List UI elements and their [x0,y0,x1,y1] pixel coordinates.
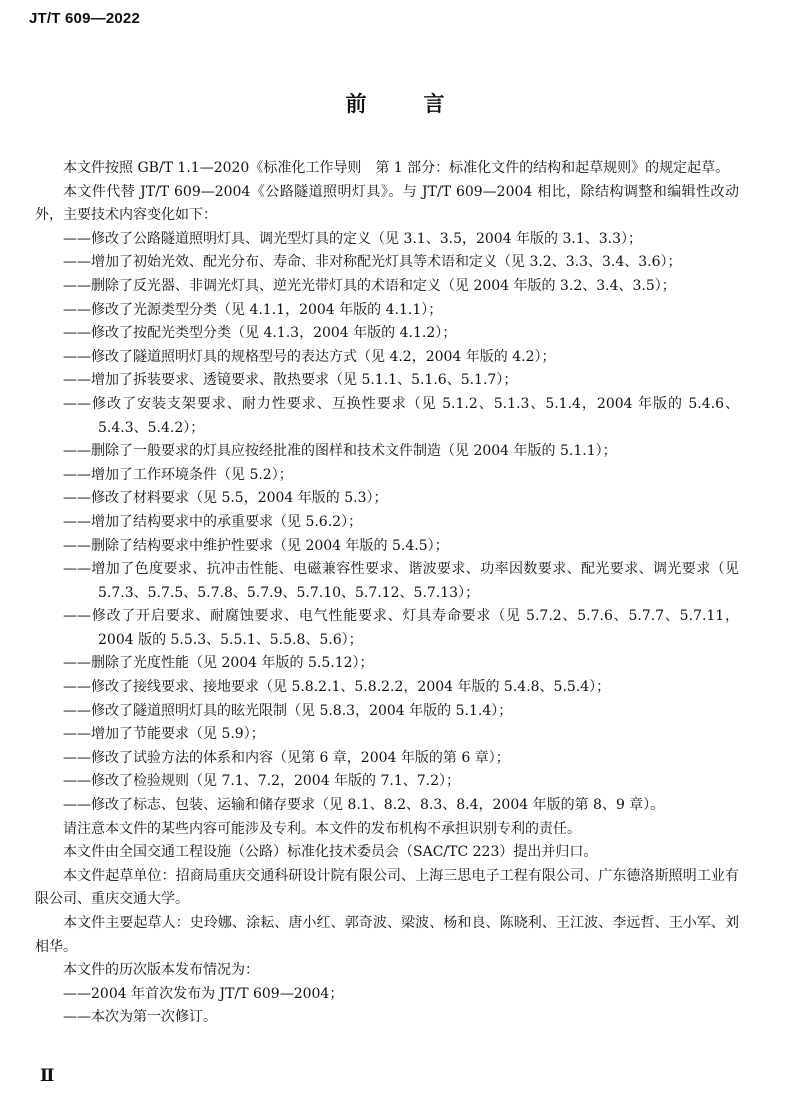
list-item: ——修改了开启要求、耐腐蚀要求、电气性能要求、灯具寿命要求（见 5.7.2、5.7.6、5.7.7、5.7.11，2004 版的 5.5.3、5.5.1、5.5.8、5.6）； [63,608,739,648]
list-item: ——修改了检验规则（见 7.1、7.2，2004 年版的 7.1、7.2）； [63,773,461,790]
list-item: ——修改了接线要求、接地要求（见 5.8.2.1、5.8.2.2，2004 年版的 5.4.8、5.5.4）； [63,679,611,696]
changes-list [35,228,739,818]
list-item: ——修改了按配光类型分类（见 4.1.3，2004 年版的 4.1.2）； [63,325,457,342]
list-item: ——修改了试验方法的体系和内容（见第 6 章，2004 年版的第 6 章）； [63,749,510,766]
paragraph-drafting-units: 本文件起草单位：招商局重庆交通科研设计院有限公司、上海三思电子工程有限公司、广东德洛斯照明工业有限公司、重庆交通大学。 [35,867,739,908]
paragraph-drafting-basis: 本文件按照 GB/T 1.1—2020《标准化工作导则 第 1 部分：标准化文件的结构和起草规则》的规定起草。 [63,160,730,176]
page-number: Ⅱ [40,1066,55,1085]
history-list [35,983,739,1030]
list-item: ——删除了反光器、非调光灯具、逆光光带灯具的术语和定义（见 2004 年版的 3.2、3.4、3.5）； [63,277,676,294]
list-item: ——修改了安装支架要求、耐力性要求、互换性要求（见 5.1.2、5.1.3、5.1.4，2004 年版的 5.4.6、5.4.3、5.4.2）； [63,395,739,436]
page-title: 前 言 [345,92,463,116]
list-item: ——本次为第一次修订。 [63,1009,217,1026]
list-item: ——2004 年首次发布为 JT/T 609—2004； [63,985,344,1002]
list-item: ——修改了隧道照明灯具的规格型号的表达方式（见 4.2，2004 年版的 4.2）； [63,348,556,365]
list-item: ——修改了公路隧道照明灯具、调光型灯具的定义（见 3.1、3.5，2004 年版的 3.1、3.3）； [63,230,643,247]
paragraph-replacement-note: 本文件代替 JT/T 609—2004《公路隧道照明灯具》。与 JT/T 609—2004 相比，除结构调整和编辑性改动外，主要技术内容变化如下： [35,183,739,224]
paragraph-patent-notice: 请注意本文件的某些内容可能涉及专利。本文件的发布机构不承担识别专利的责任。 [63,820,581,837]
list-item: ——增加了初始光效、配光分布、寿命、非对称配光灯具等术语和定义（见 3.2、3.3、3.4、3.6）； [63,254,682,271]
list-item: ——删除了光度性能（见 2004 年版的 5.5.12）； [63,655,374,672]
list-item: ——删除了结构要求中维护性要求（见 2004 年版的 5.4.5）； [63,537,449,554]
list-item: ——增加了工作环境条件（见 5.2）； [63,466,293,483]
standard-code: JT/T 609—2022 [29,10,140,27]
list-item: ——删除了一般要求的灯具应按经批准的图样和技术文件制造（见 2004 年版的 5.1.1）； [63,443,617,460]
paragraph-proposer: 本文件由全国交通工程设施（公路）标准化技术委员会（SAC/TC 223）提出并归口。 [63,844,598,861]
list-item: ——增加了结构要求中的承重要求（见 5.6.2）； [63,513,363,530]
paragraph-version-history: 本文件的历次版本发布情况为： [63,962,259,979]
list-item: ——增加了色度要求、抗冲击性能、电磁兼容性要求、谐波要求、功率因数要求、配光要求、调光要求（见 5.7.3、5.7.5、5.7.8、5.7.9、5.7.10、5.7.12、5.7.13）； [63,561,739,601]
list-item: ——增加了拆装要求、透镜要求、散热要求（见 5.1.1、5.1.6、5.1.7）； [63,372,518,389]
list-item: ——增加了节能要求（见 5.9）； [63,726,265,743]
paragraph-drafters: 本文件主要起草人：史玲娜、涂耘、唐小红、郭奇波、梁波、杨和良、陈晓利、王江波、李远哲、王小军、刘相华。 [35,915,739,955]
list-item: ——修改了标志、包装、运输和储存要求（见 8.1、8.2、8.3、8.4，2004 年版的第 8、9 章）。 [63,797,665,814]
list-item: ——修改了材料要求（见 5.5，2004 年版的 5.3）； [63,490,388,507]
document-body [35,157,739,1030]
list-item: ——修改了光源类型分类（见 4.1.1，2004 年版的 4.1.1）； [63,301,443,318]
list-item: ——修改了隧道照明灯具的眩光限制（见 5.8.3，2004 年版的 5.1.4）； [63,702,513,719]
